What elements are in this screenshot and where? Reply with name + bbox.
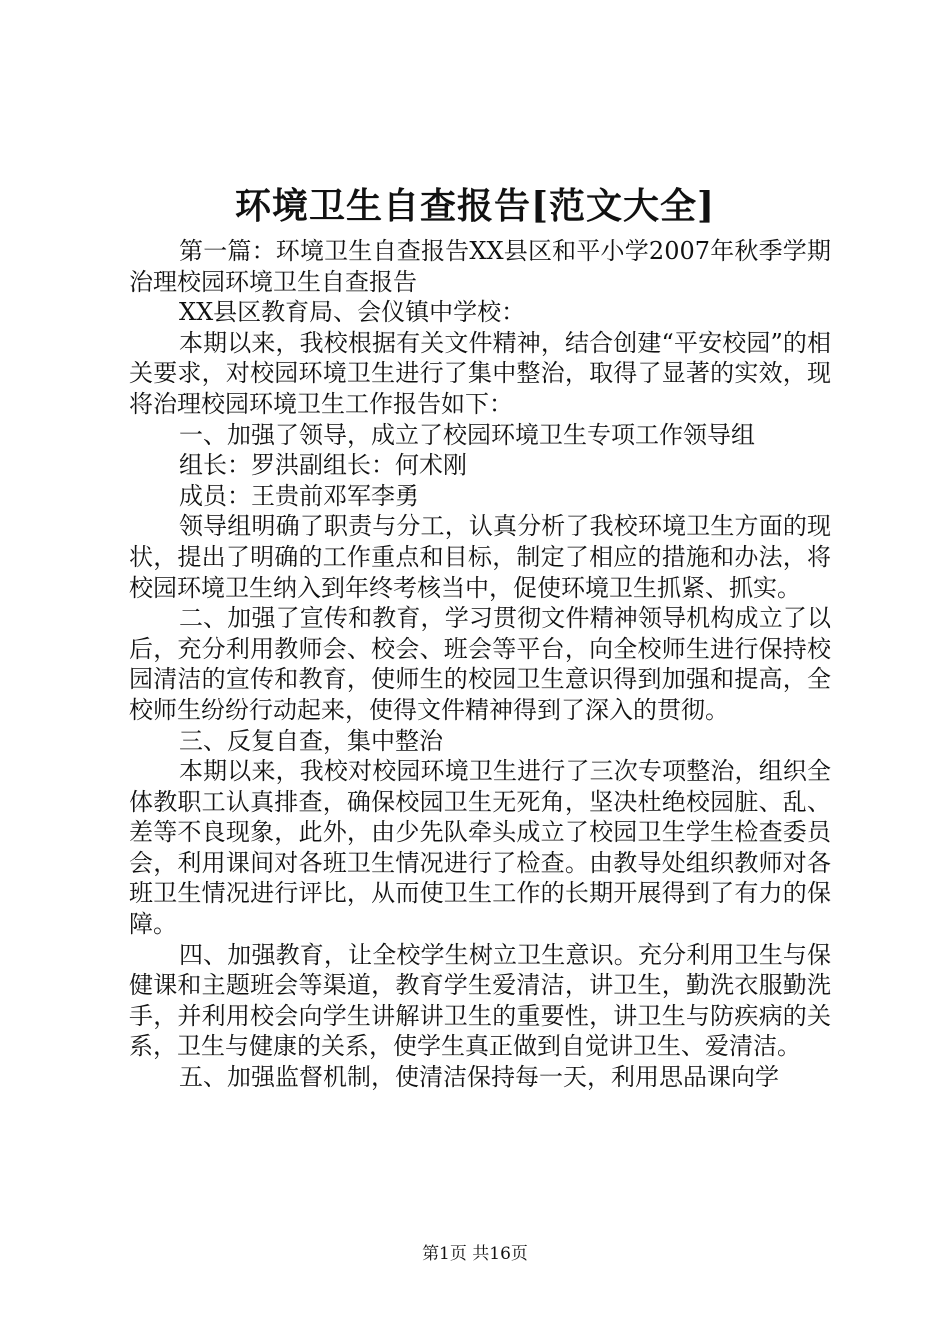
paragraph: 第一篇：环境卫生自查报告XX县区和平小学2007年秋季学期治理校园环境卫生自查报告 xyxy=(129,237,831,296)
document-body xyxy=(129,236,831,1093)
paragraph: 领导组明确了职责与分工，认真分析了我校环境卫生方面的现状，提出了明确的工作重点和目标，制定了相应的措施和办法，将校园环境卫生纳入到年终考核当中，促使环境卫生抓紧、抓实。 xyxy=(129,512,831,602)
paragraph: 本期以来，我校根据有关文件精神，结合创建“平安校园”的相关要求，对校园环境卫生进行了集中整治，取得了显著的实效，现将治理校园环境卫生工作报告如下： xyxy=(129,328,831,418)
paragraph: 四、加强教育，让全校学生树立卫生意识。充分利用卫生与保健课和主题班会等渠道，教育学生爱清洁，讲卫生，勤洗衣服勤洗手，并利用校会向学生讲解讲卫生的重要性，讲卫生与防疾病的关系，卫生与健康的关系，使学生真正做到自觉讲卫生、爱清洁。 xyxy=(129,940,831,1061)
paragraph: 成员：王贵前邓军李勇 xyxy=(179,481,419,510)
paragraph: 组长：罗洪副组长：何术刚 xyxy=(179,451,467,480)
paragraph: XX县区教育局、会仪镇中学校： xyxy=(179,298,526,327)
paragraph: 三、反复自查，集中整治 xyxy=(179,726,443,755)
paragraph: 一、加强了领导，成立了校园环境卫生专项工作领导组 xyxy=(179,420,755,449)
document-title: 环境卫生自查报告[范文大全] xyxy=(234,185,716,227)
paragraph: 本期以来，我校对校园环境卫生进行了三次专项整治，组织全体教职工认真排查，确保校园卫生无死角，坚决杜绝校园脏、乱、差等不良现象，此外，由少先队牵头成立了校园卫生学生检查委员会，利用课间对各班卫生情况进行了检查。由教导处组织教师对各班卫生情况进行评比，从而使卫生工作的长期开展得到了有力的保障。 xyxy=(129,757,831,939)
page-footer: 第1页 共16页 xyxy=(422,1244,528,1264)
paragraph: 五、加强监督机制，使清洁保持每一天，利用思品课向学 xyxy=(179,1063,779,1092)
paragraph: 二、加强了宣传和教育，学习贯彻文件精神领导机构成立了以后，充分利用教师会、校会、班会等平台，向全校师生进行保持校园清洁的宣传和教育，使师生的校园卫生意识得到加强和提高，全校师生纷纷行动起来，使得文件精神得到了深入的贯彻。 xyxy=(129,604,831,724)
